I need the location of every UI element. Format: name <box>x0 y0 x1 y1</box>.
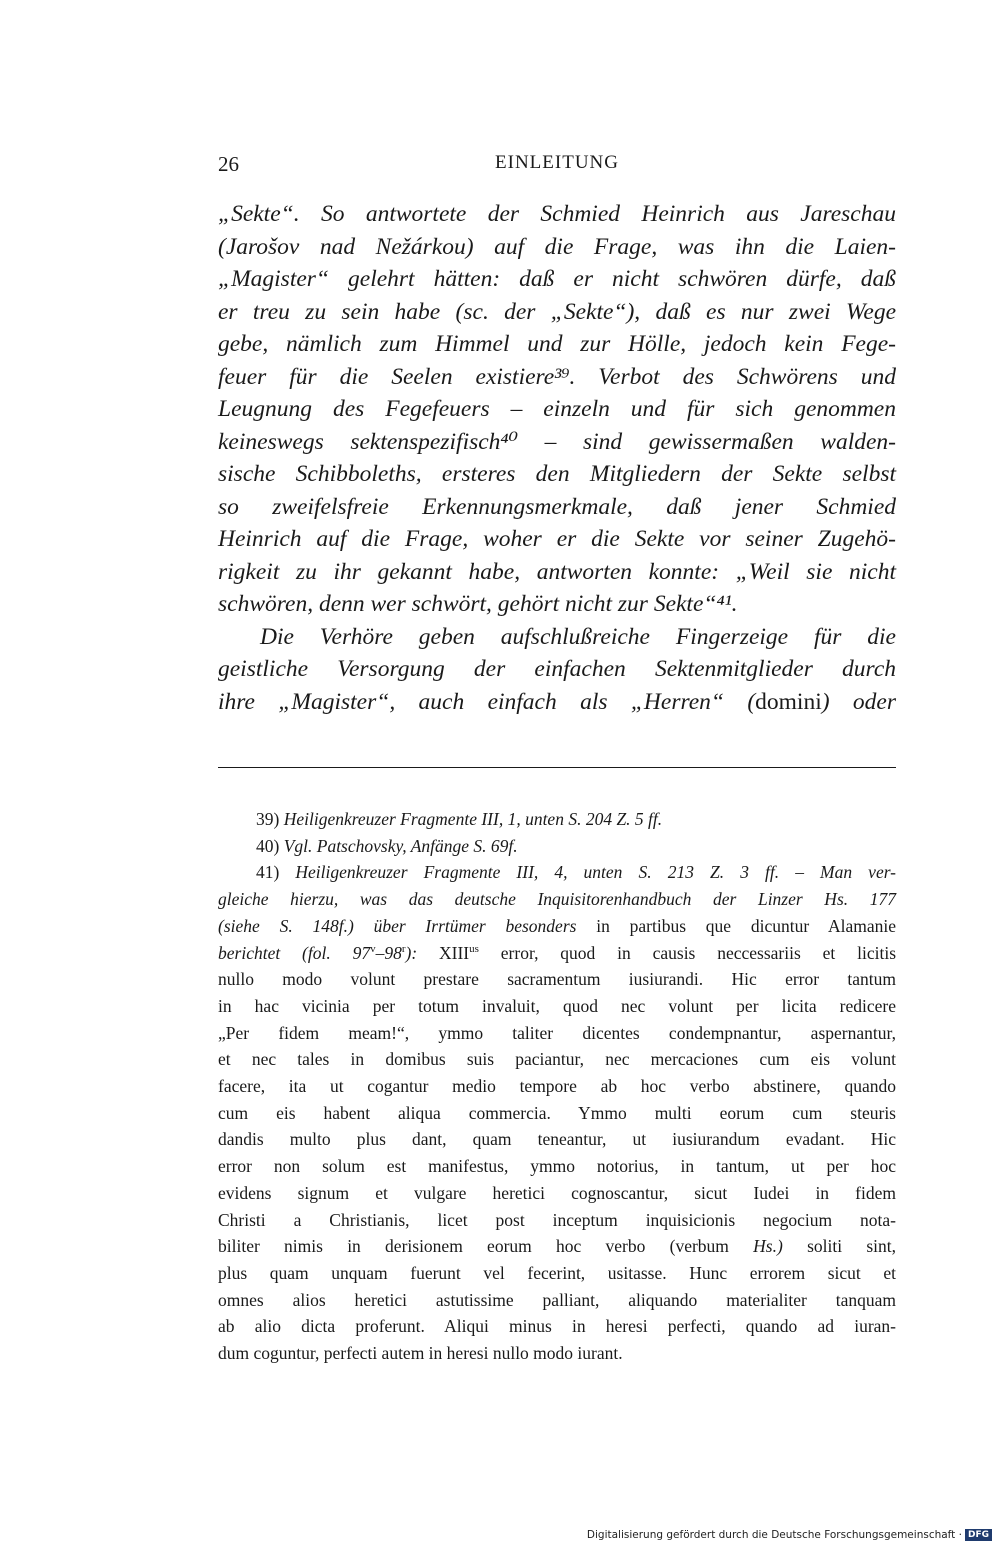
running-head: EINLEITUNG <box>495 152 619 173</box>
digitization-credit <box>587 1529 992 1541</box>
text-run: ihre „Magister“, auch einfach als „Herren“ ( <box>218 688 756 715</box>
superscript: v <box>370 942 376 955</box>
body-line: er treu zu sein habe (sc. der „Sekte“), daß es nur zwei Wege <box>218 298 896 325</box>
footnote-line: dum coguntur, perfecti autem in heresi nullo modo iurant. <box>218 1343 623 1364</box>
body-line: sische Schibboleths, ersteres den Mitgliedern der Sekte selbst <box>218 461 896 487</box>
body-line: „Sekte“. So antwortete der Schmied Heinrich aus Jareschau <box>218 201 896 227</box>
footnote-41 <box>218 859 896 886</box>
footnote-text: Hs.) <box>753 1236 783 1257</box>
footnote-line <box>218 913 896 940</box>
footnote-text: –98 <box>375 942 402 963</box>
body-line: feuer für die Seelen existiere³⁹. Verbot des Schwörens und <box>218 363 896 390</box>
body-line: gebe, nämlich zum Himmel und zur Hölle, jedoch kein Fege- <box>218 331 896 357</box>
body-line: (Jarošov nad Nežárkou) auf die Frage, was ihn die Laien- <box>218 233 896 260</box>
footnote-text: (siehe S. 148f.) über Irrtümer besonders <box>218 915 577 936</box>
footnote-separator <box>218 767 896 768</box>
footnote-40 <box>218 833 896 860</box>
footnote-line: evidens signum et vulgare heretici cognoscantur, sicut Iudei in fidem <box>218 1182 896 1203</box>
footnote-39 <box>218 806 896 833</box>
footnote-text: Heiligenkreuzer Fragmente III, 4, unten S. 213 Z. 3 ff. – Man ver- <box>295 862 896 883</box>
footnote-text: in partibus que dicuntur Alamanie <box>576 915 896 936</box>
footnote-line: gleiche hierzu, was das deutsche Inquisitorenhandbuch der Linzer Hs. 177 <box>218 889 896 910</box>
footnote-text: Vgl. Patschovsky, Anfänge S. 69f. <box>283 835 518 856</box>
footnote-line: „Per fidem meam!“, ymmo taliter dicentes condempnantur, aspernantur, <box>218 1022 896 1043</box>
footnote-text: error, quod in causis neccessariis et licitis <box>478 942 897 963</box>
footnote-text: XIII <box>417 942 470 963</box>
footnotes <box>218 806 896 1367</box>
page-header <box>218 152 896 184</box>
dfg-logo: DFG <box>965 1529 992 1541</box>
body-line: Leugnung des Fegefeuers – einzeln und für sich genommen <box>218 396 896 422</box>
footnote-text: biliter nimis in derisionem eorum hoc verbo (verbum <box>218 1236 754 1257</box>
body-text <box>218 198 896 718</box>
footnote-line: dandis multo plus dant, quam teneantur, ut iusiurandum evadant. Hic <box>218 1129 896 1150</box>
footnote-line: nullo modo volunt prestare sacramentum iusiurandi. Hic error tantum <box>218 969 896 990</box>
footnote-line: ab alio dicta proferunt. Aliqui minus in heresi perfecti, quando ad iuran- <box>218 1316 896 1337</box>
footnote-line: facere, ita ut cogantur medio tempore ab hoc verbo abstinere, quando <box>218 1076 896 1097</box>
text-run: ) oder <box>821 688 896 715</box>
footnote-text: Heiligenkreuzer Fragmente III, 1, unten S. 204 Z. 5 ff. <box>283 809 663 829</box>
footnote-line: et nec tales in domibus suis paciantur, nec mercaciones cum eis volunt <box>218 1049 896 1070</box>
footnote-number: 39) <box>256 809 280 829</box>
footnote-line: in hac vicinia per totum invaluit, quod nec volunt per licita redicere <box>218 995 896 1016</box>
footnote-number: 41) <box>256 862 280 883</box>
footnote-line: Christi a Christianis, licet post inceptum inquisicionis negocium nota- <box>218 1209 896 1230</box>
superscript: us <box>469 942 479 955</box>
credit-text: Digitalisierung gefördert durch die Deutsche Forschungsgemeinschaft · <box>586 1529 962 1541</box>
body-line: rigkeit zu ihr gekannt habe, antworten konnte: „Weil sie nicht <box>218 558 896 585</box>
page-number: 26 <box>218 152 239 176</box>
footnote-line: omnes alios heretici astutissime palliant, aliquando materialiter tanquam <box>218 1289 896 1310</box>
footnote-line: error non solum est manifestus, ymmo notorius, in tantum, ut per hoc <box>218 1156 896 1177</box>
footnote-line: cum eis habent aliqua commercia. Ymmo multi eorum cum steuris <box>218 1102 896 1123</box>
body-line: schwören, denn wer schwört, gehört nicht zur Sekte“⁴¹. <box>218 591 738 617</box>
body-line: Die Verhöre geben aufschlußreiche Fingerzeige für die <box>260 623 896 650</box>
body-line: „Magister“ gelehrt hätten: daß er nicht schwören dürfe, daß <box>218 266 896 292</box>
body-line <box>218 686 896 719</box>
footnote-line <box>218 940 896 967</box>
footnote-line <box>218 1233 896 1260</box>
latin-term: domini <box>755 688 822 715</box>
footnote-text: soliti sint, <box>782 1236 896 1257</box>
footnote-text: ): <box>405 942 418 963</box>
footnote-number: 40) <box>256 835 280 856</box>
body-line: so zweifelsfreie Erkennungsmerkmale, daß jener Schmied <box>218 493 896 520</box>
footnote-line: plus quam unquam fuerunt vel fecerint, usitasse. Hunc errorem sicut et <box>218 1262 896 1283</box>
superscript: r <box>401 942 406 955</box>
body-line: geistliche Versorgung der einfachen Sektenmitglieder durch <box>218 656 896 682</box>
body-line: Heinrich auf die Frage, woher er die Sekte vor seiner Zugehö- <box>218 526 896 552</box>
body-line: keineswegs sektenspezifisch⁴⁰ – sind gewissermaßen walden- <box>218 428 896 455</box>
footnote-text: berichtet (fol. 97 <box>218 942 371 963</box>
